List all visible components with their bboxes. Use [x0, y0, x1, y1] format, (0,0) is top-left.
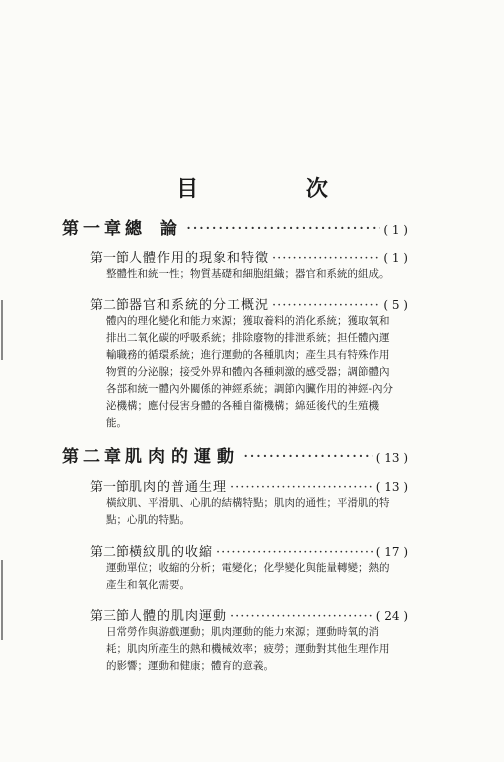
section-label: 第二節 — [90, 298, 130, 313]
dot-leader — [272, 298, 380, 313]
section-label: 第三節 — [90, 609, 130, 624]
toc-section-2-2[interactable] — [90, 541, 408, 560]
page-number: ( 13 ) — [375, 480, 408, 494]
section-label: 第一節 — [90, 251, 130, 266]
toc-section-1-2[interactable] — [90, 294, 408, 313]
chapter-name: 總 論 — [125, 219, 183, 239]
page-number: ( 5 ) — [383, 298, 408, 312]
toc-chapter-2[interactable] — [62, 442, 408, 467]
page-number: ( 17 ) — [375, 545, 408, 559]
toc-section-2-1[interactable] — [90, 476, 408, 495]
section-name: 人體的肌肉運動 — [129, 609, 228, 624]
scan-edge-mark — [1, 300, 3, 360]
chapter-name: 肌肉的運動 — [125, 447, 240, 467]
dot-leader — [186, 219, 380, 239]
section-label: 第一節 — [90, 480, 130, 495]
section-description: 橫紋肌、平滑肌、心肌的結構特點；肌肉的通性；平滑肌的特點；心肌的特點。 — [106, 497, 390, 526]
section-label: 第二節 — [90, 545, 130, 560]
chapter-label: 第一章 — [62, 219, 125, 239]
section-description: 體內的理化變化和能力來源；獲取養料的消化系統；獲取氧和排出二氧化碳的呼吸系統；排除廢物的排泄系統；担任體內運輸職務的循環系統；進行運動的各種肌肉；產生具有特殊作用物質的分泌腺；接受外界和體內各種刺激的感受器；調節體內各部和統一體內外關係的神經系統；調節內臟作用的神經-內分泌機構；應付侵害身體的各種自衞機構；綿延後代的生殖機能。 — [106, 315, 394, 429]
section-name: 肌肉的普通生理 — [129, 480, 228, 495]
dot-leader — [216, 545, 373, 560]
page-number: ( 1 ) — [383, 223, 408, 237]
toc-title: 目 次 — [176, 176, 378, 202]
chapter-label: 第二章 — [62, 447, 125, 467]
section-name: 橫紋肌的收縮 — [129, 545, 214, 560]
section-description: 整體性和統一性；物質基礎和細胞組織；器官和系統的組成。 — [106, 268, 390, 280]
section-name: 器官和系統的分工概況 — [129, 298, 270, 313]
toc-chapter-1[interactable] — [62, 214, 408, 239]
dot-leader — [272, 251, 380, 266]
toc-section-2-3[interactable] — [90, 605, 408, 624]
page-number: ( 1 ) — [383, 251, 408, 265]
dot-leader — [230, 480, 373, 495]
section-description: 日常勞作與游戲運動；肌肉運動的能力來源；運動時氧的消耗；肌肉所產生的熱和機械效率；疲勞；運動對其他生理作用的影響；運動和健康；體育的意義。 — [106, 626, 390, 672]
toc-section-1-1[interactable] — [90, 247, 408, 266]
section-description: 運動單位；收縮的分析；電變化；化學變化與能量轉變；熱的產生和氧化需要。 — [106, 562, 390, 591]
dot-leader — [230, 609, 373, 624]
page-number: ( 24 ) — [375, 609, 408, 623]
page-number: ( 13 ) — [375, 451, 408, 465]
scan-edge-mark — [1, 560, 3, 640]
dot-leader — [243, 447, 373, 467]
section-name: 人體作用的現象和特徵 — [129, 251, 270, 266]
